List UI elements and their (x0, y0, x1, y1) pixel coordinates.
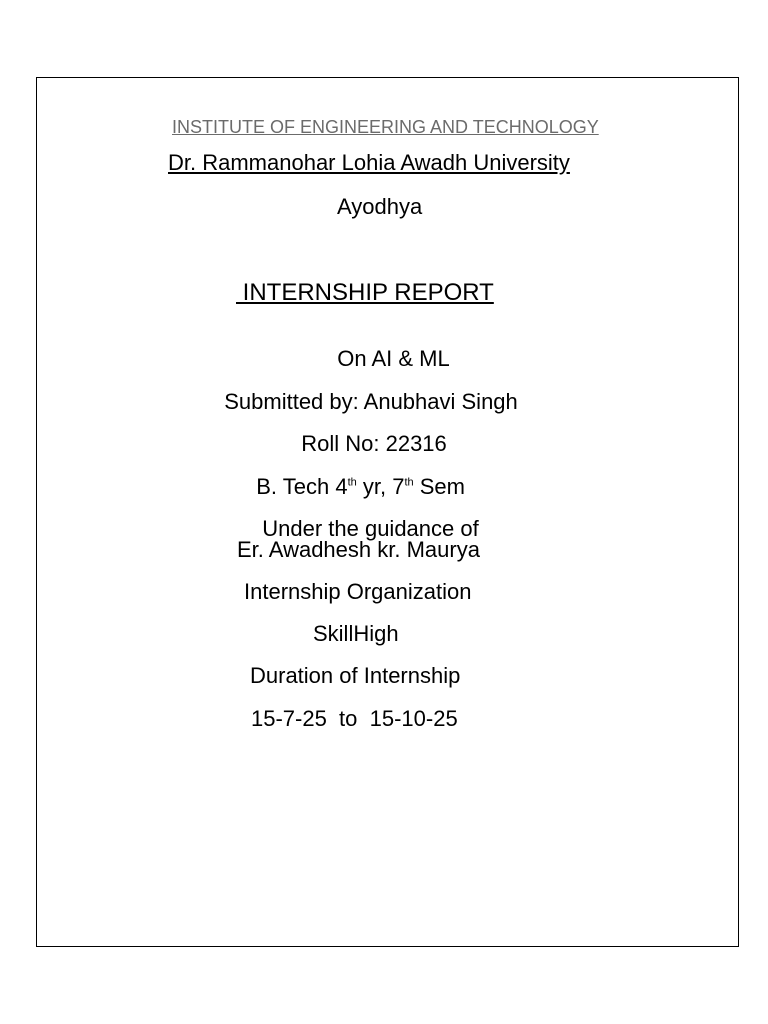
submitted-by-label: Submitted by (224, 389, 353, 414)
duration-value: 15-7-25 to 15-10-25 (251, 706, 458, 731)
report-topic (325, 326, 450, 370)
duration-label: Duration of Internship (250, 663, 461, 688)
submitted-by-sep: : (352, 389, 364, 414)
course-year-suffix: th (347, 476, 357, 489)
organization-name: SkillHigh (313, 621, 399, 646)
course-year-number: 4 (335, 474, 348, 499)
organization-label: Internship Organization (244, 579, 472, 604)
course-sem-suffix: th (404, 476, 414, 489)
institute-name: INSTITUTE OF ENGINEERING AND TECHNOLOGY (172, 117, 599, 137)
report-title: INTERNSHIP REPORT (236, 279, 494, 306)
topic-value: AI & ML (371, 346, 450, 371)
submitted-by (212, 369, 518, 413)
roll-label: Roll No: (301, 431, 386, 456)
topic-prefix: On (337, 346, 372, 371)
submitted-by-value: Anubhavi Singh (363, 389, 518, 414)
guide-name: Er. Awadhesh kr. Maurya (237, 537, 480, 562)
university-name: Dr. Rammanohar Lohia Awadh University (168, 150, 570, 175)
city-name: Ayodhya (337, 194, 423, 219)
course-details (244, 454, 465, 498)
course-prefix: B. Tech (256, 474, 336, 499)
course-sem-text: Sem (413, 474, 465, 499)
guidance-label: Under the guidance (262, 516, 455, 541)
course-year-text: yr, 7 (356, 474, 405, 499)
guidance-suffix: of (454, 516, 479, 541)
roll-value: 22316 (385, 431, 447, 456)
roll-number (289, 411, 447, 455)
guidance-line (250, 496, 479, 540)
